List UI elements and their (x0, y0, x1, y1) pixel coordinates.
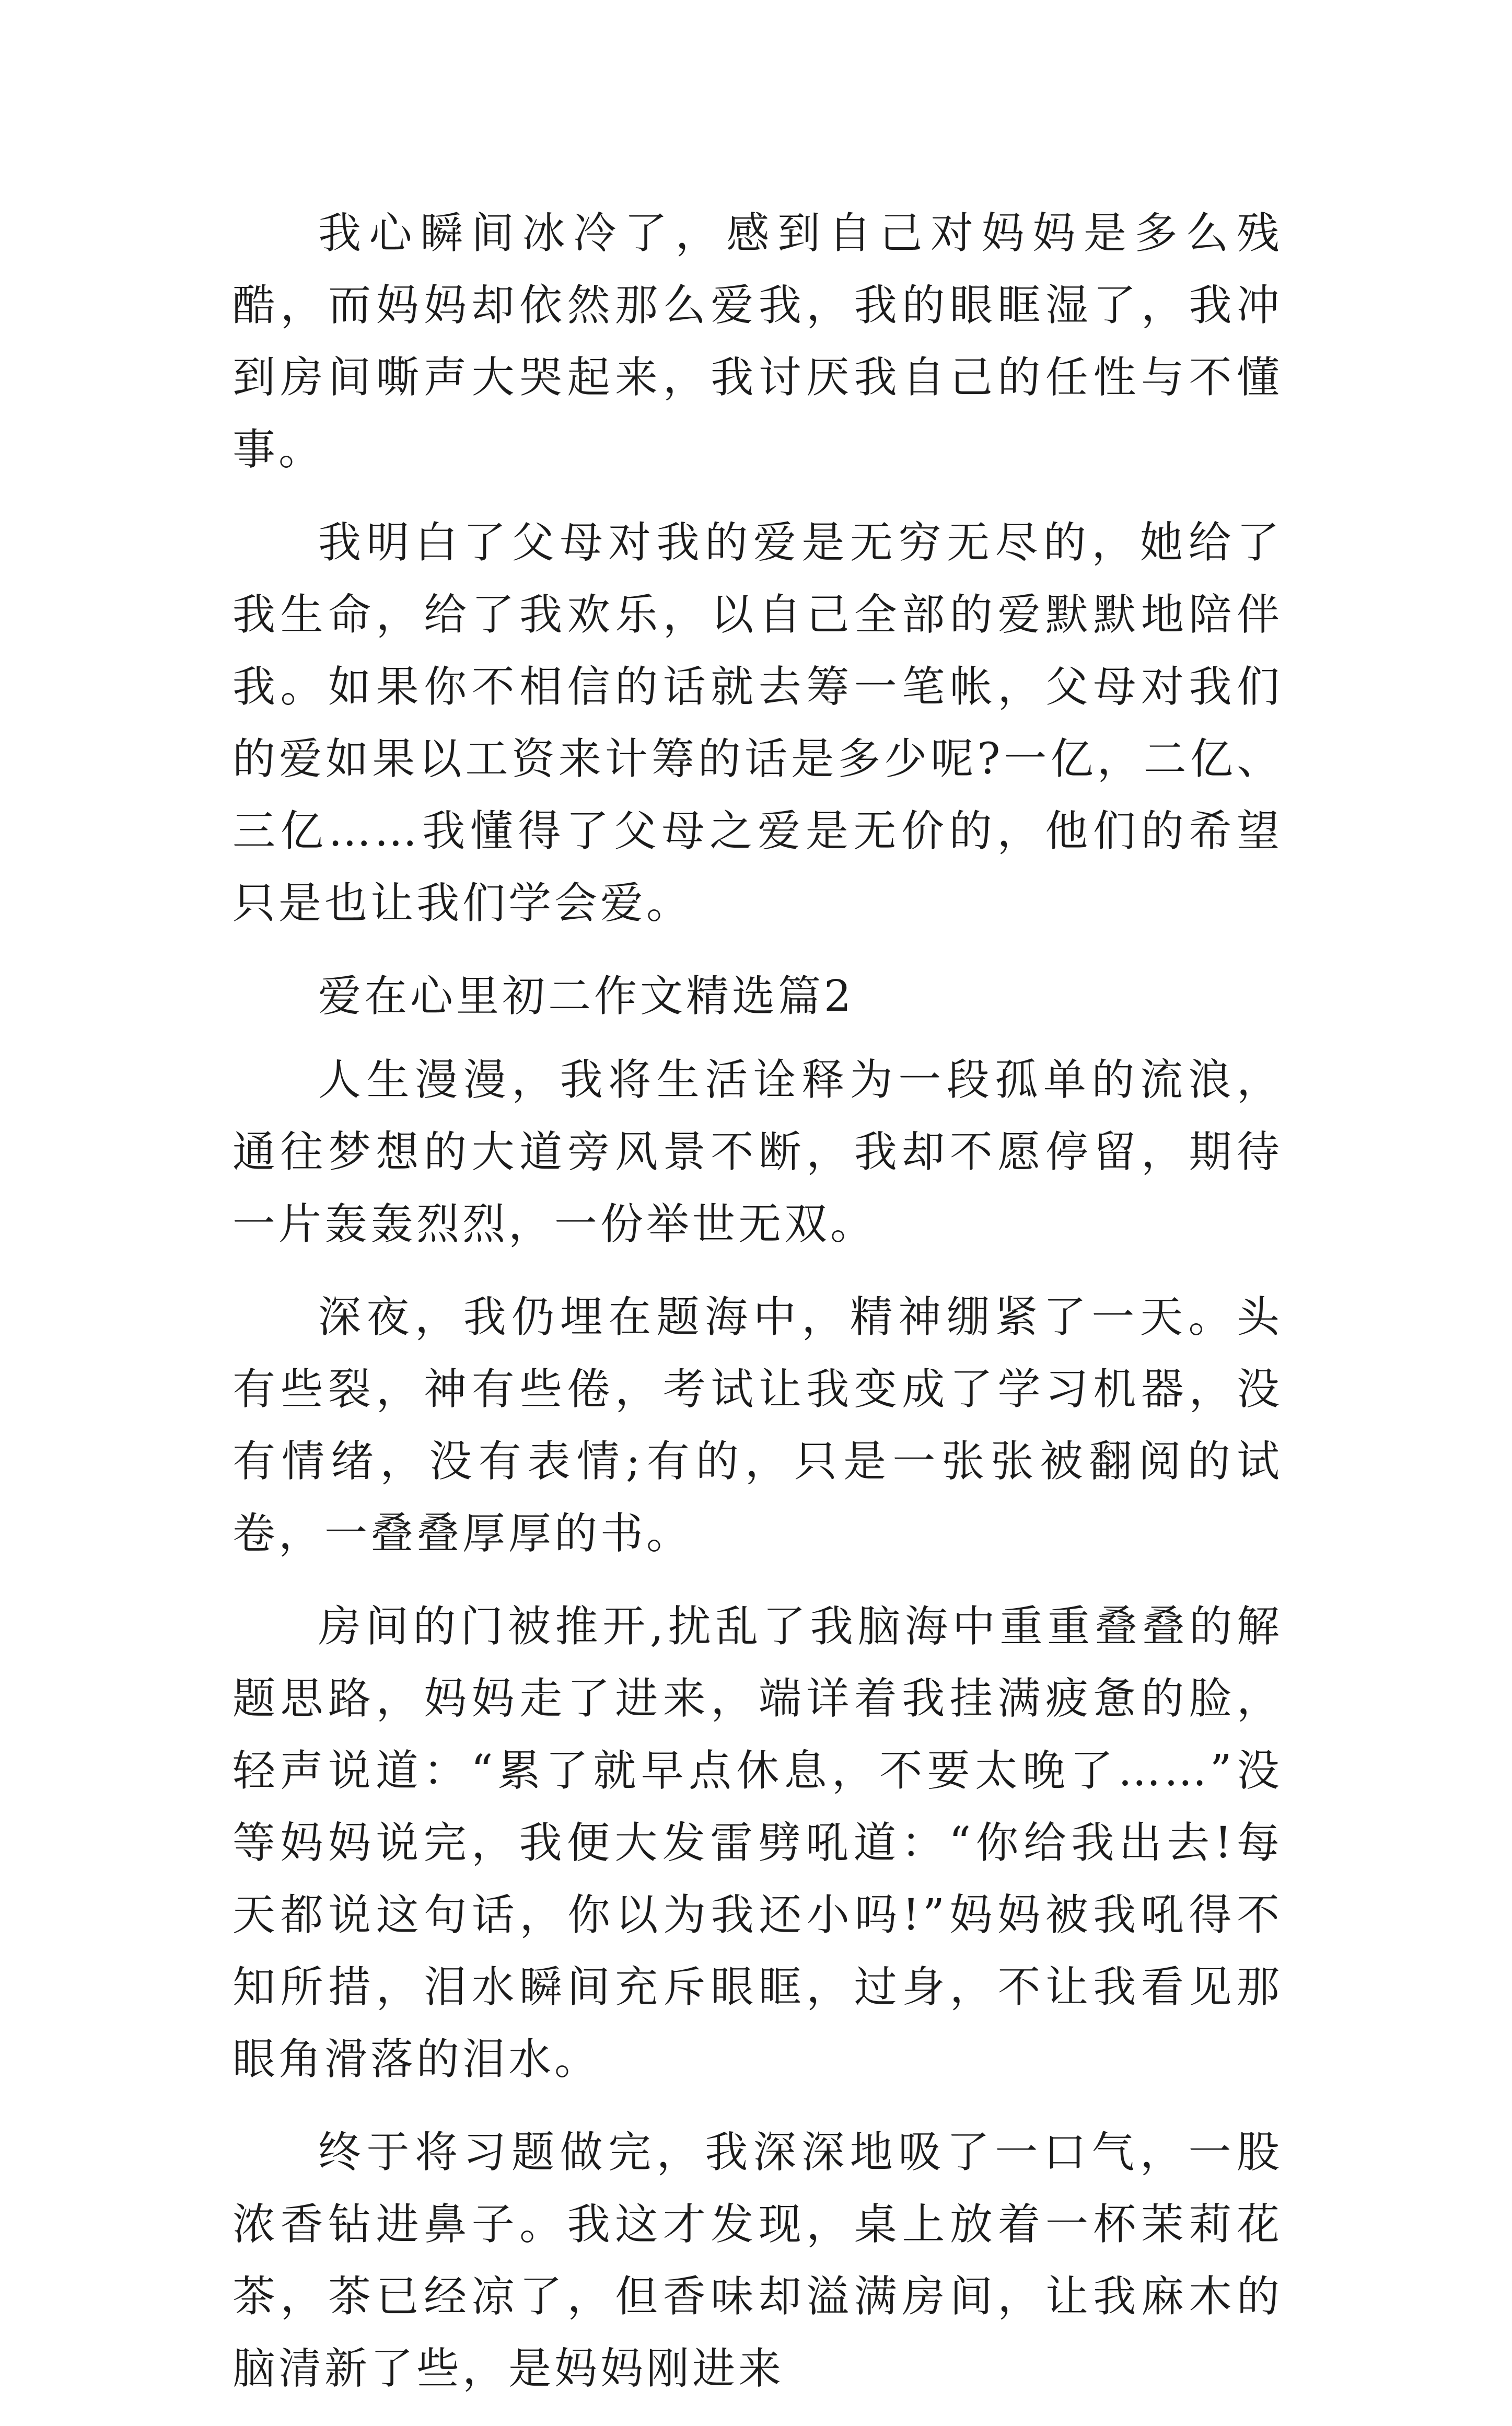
document-body (232, 198, 1283, 2426)
paragraph-2: 我明白了父母对我的爱是无穷无尽的，她给了我生命，给了我欢乐，以自己全部的爱默默地陪伴我。如果你不相信的话就去筹一笔帐，父母对我们的爱如果以工资来计筹的话是多少呢?一亿，二亿、三亿……我懂得了父母之爱是无价的，他们的希望只是也让我们学会爱。 (232, 518, 1283, 928)
paragraph-1: 我心瞬间冰冷了，感到自己对妈妈是多么残酷，而妈妈却依然那么爱我，我的眼眶湿了，我冲到房间嘶声大哭起来，我讨厌我自己的任性与不懂事。 (232, 209, 1283, 475)
section-heading: 爱在心里初二作文精选篇2 (318, 972, 855, 1021)
paragraph-3: 人生漫漫，我将生活诠释为一段孤单的流浪，通往梦想的大道旁风景不断，我却不愿停留，期待一片轰轰烈烈，一份举世无双。 (232, 1055, 1283, 1249)
paragraph-5: 房间的门被推开,扰乱了我脑海中重重叠叠的解题思路，妈妈走了进来，端详着我挂满疲惫的脸，轻声说道：“累了就早点休息，不要太晚了……”没等妈妈说完，我便大发雷劈吼道：“你给我出去!每天都说这句话，你以为我还小吗!”妈妈被我吼得不知所措，泪水瞬间充斥眼眶，过身，不让我看见那眼角滑落的泪水。 (232, 1602, 1283, 2084)
paragraph-4: 深夜，我仍埋在题海中，精神绷紧了一天。头有些裂，神有些倦，考试让我变成了学习机器，没有情绪，没有表情;有的，只是一张张被翻阅的试卷，一叠叠厚厚的书。 (232, 1292, 1283, 1558)
paragraph-6: 终于将习题做完，我深深地吸了一口气，一股浓香钻进鼻子。我这才发现，桌上放着一杯茉莉花茶，茶已经凉了，但香味却溢满房间，让我麻木的脑清新了些，是妈妈刚进来 (232, 2128, 1283, 2394)
